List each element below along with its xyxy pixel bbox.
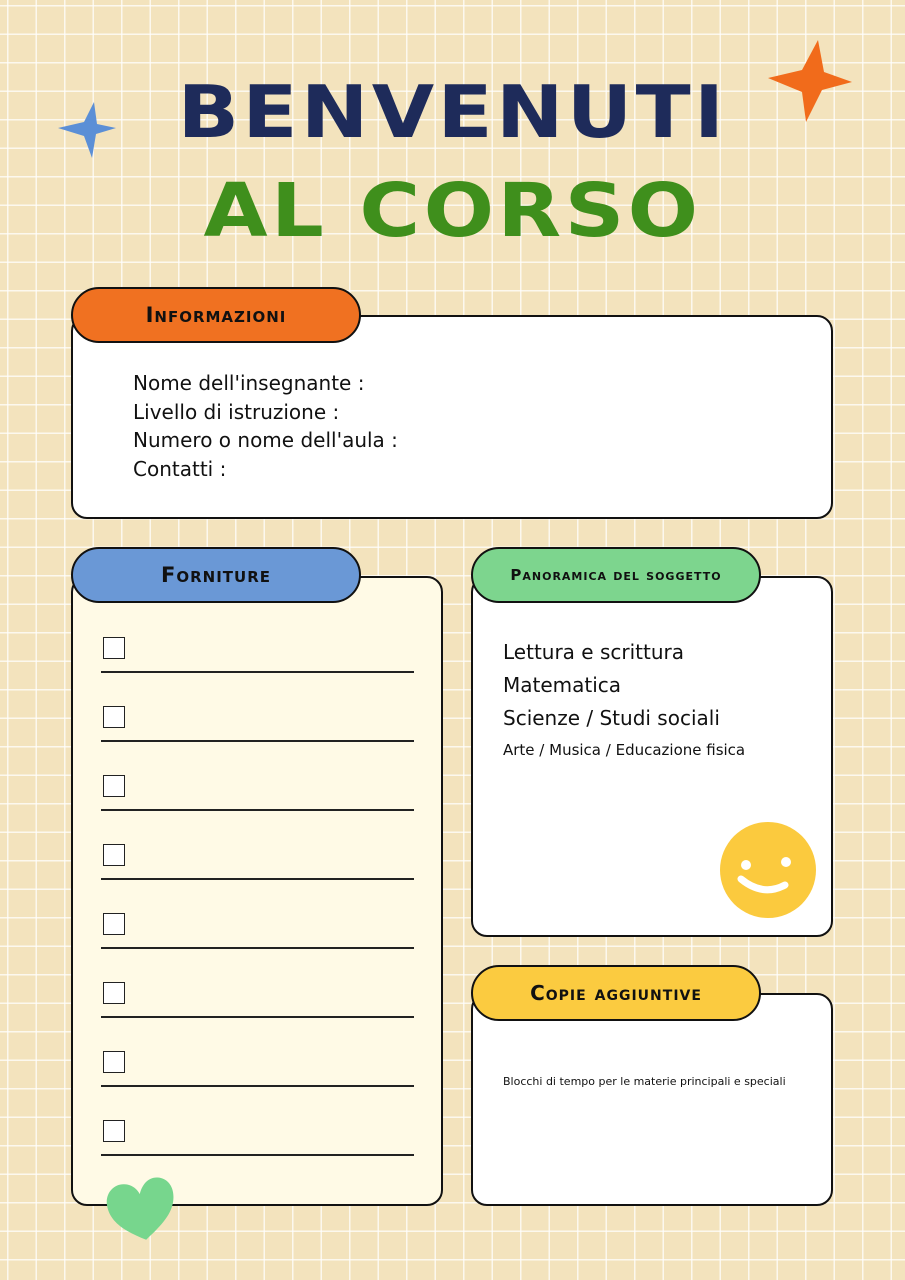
page-title-line2: AL CORSO: [203, 168, 702, 254]
info-heading: Informazioni: [71, 287, 361, 343]
supply-row[interactable]: [101, 1120, 414, 1156]
teacher-name-label: Nome dell'insegnante :: [133, 371, 365, 395]
overview-card: [471, 576, 833, 937]
supply-checkbox[interactable]: [103, 775, 125, 797]
smiley-face-icon: [719, 821, 817, 919]
overview-heading: Panoramica del soggetto: [471, 547, 761, 603]
education-level-label: Livello di istruzione :: [133, 399, 340, 424]
copies-heading: Copie aggiuntive: [471, 965, 761, 1021]
supply-row[interactable]: [101, 844, 414, 880]
subject-item: Lettura e scrittura: [503, 640, 684, 664]
page-title-line1: BENVENUTI: [177, 70, 728, 154]
supply-checkbox[interactable]: [103, 1051, 125, 1073]
copies-description: Blocchi di tempo per le materie principali e speciali: [503, 1075, 786, 1088]
supply-checkbox[interactable]: [103, 1120, 125, 1142]
copies-card: [471, 993, 833, 1206]
supply-row[interactable]: [101, 775, 414, 811]
subject-item: Arte / Musica / Educazione fisica: [503, 741, 746, 759]
supply-row[interactable]: [101, 637, 414, 673]
info-fields: [133, 369, 398, 483]
supplies-card: [71, 576, 443, 1206]
supply-checkbox[interactable]: [103, 982, 125, 1004]
supplies-heading: Forniture: [71, 547, 361, 603]
supply-checkbox[interactable]: [103, 706, 125, 728]
green-heart-icon: [104, 1174, 180, 1246]
subject-list: [503, 636, 745, 765]
supply-row[interactable]: [101, 706, 414, 742]
supply-row[interactable]: [101, 1051, 414, 1087]
supply-row[interactable]: [101, 982, 414, 1018]
supply-checkbox[interactable]: [103, 913, 125, 935]
subject-item: Matematica: [503, 673, 622, 697]
supply-checkbox[interactable]: [103, 844, 125, 866]
classroom-label: Numero o nome dell'aula :: [133, 428, 398, 452]
contacts-label: Contatti :: [133, 456, 227, 481]
info-card: [71, 315, 833, 519]
supply-row[interactable]: [101, 913, 414, 949]
subject-item: Scienze / Studi sociali: [503, 706, 720, 730]
supply-checkbox[interactable]: [103, 637, 125, 659]
